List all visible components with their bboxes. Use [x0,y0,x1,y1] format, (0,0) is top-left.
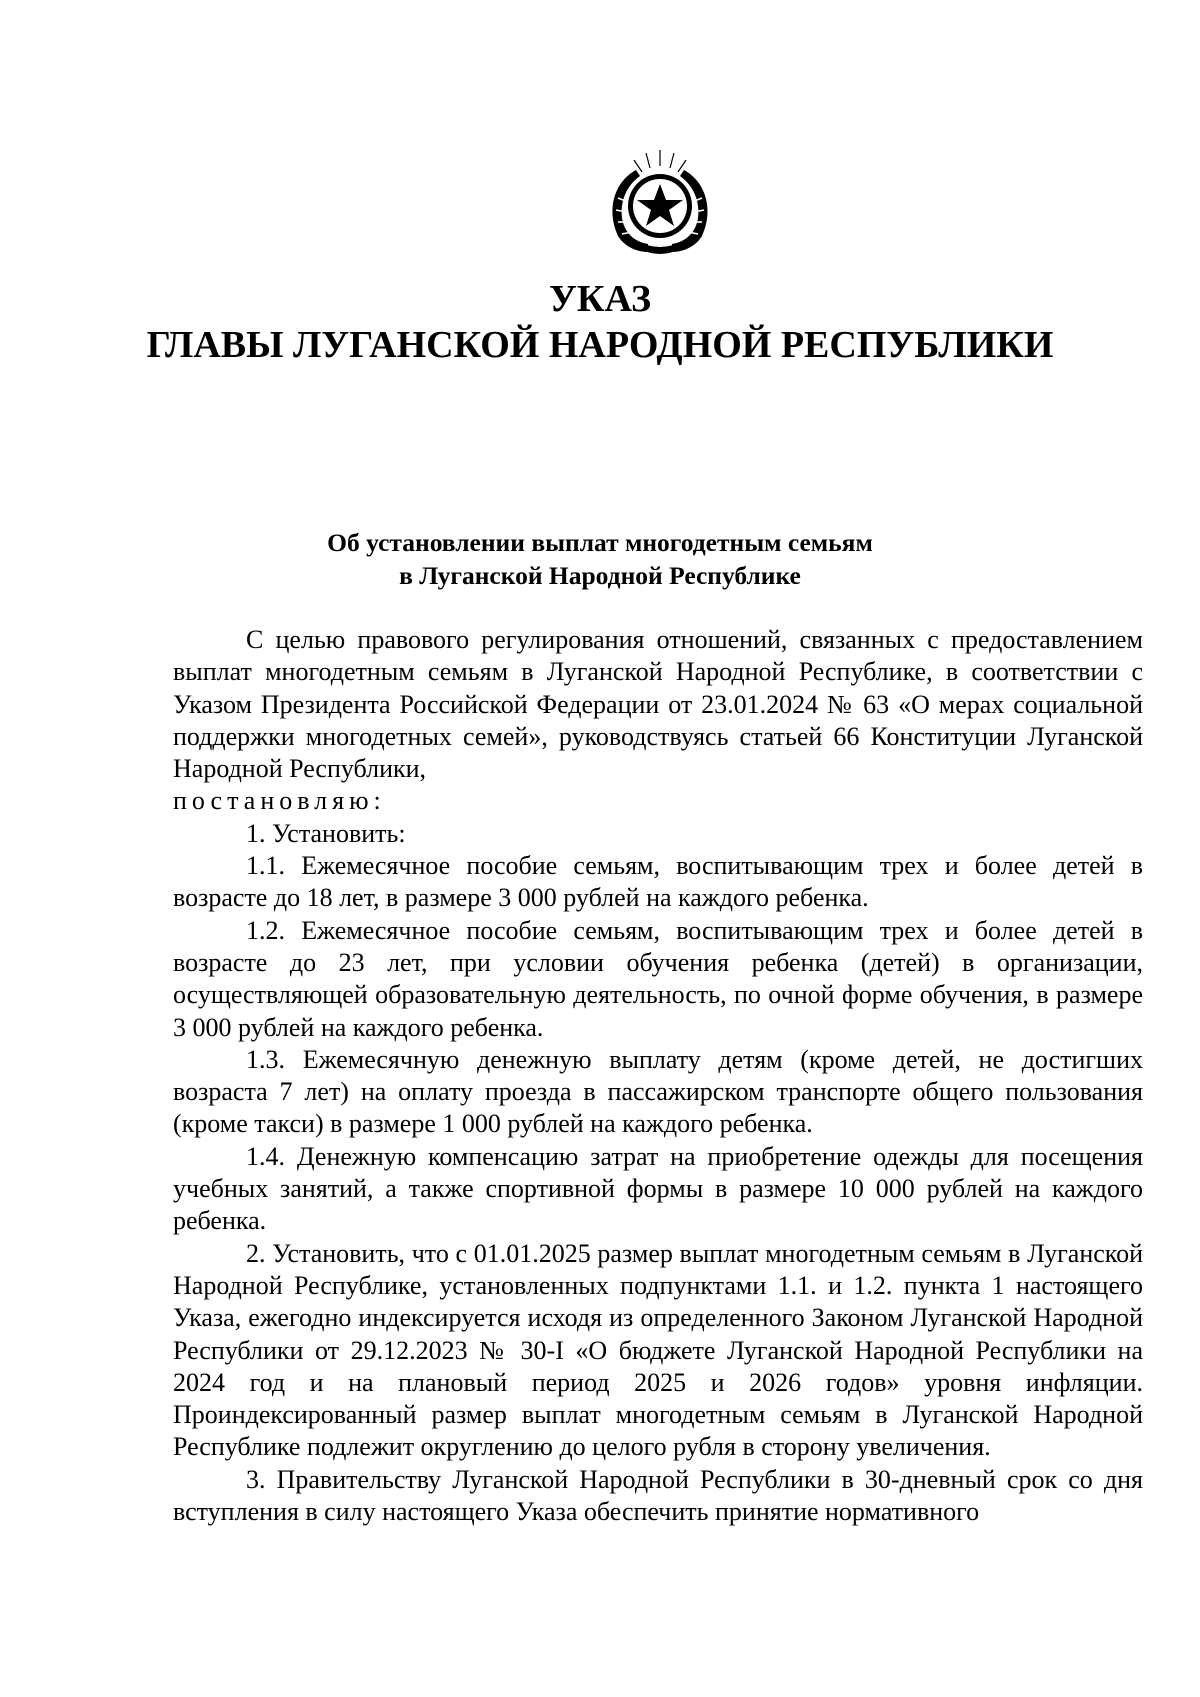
paragraph-1-4: 1.4. Денежную компенсацию затрат на приобретение одежды для посещения учебных занятий, а также спортивной формы в размере 10 000 рублей на каждого ребенка. [173,1141,1143,1236]
subject-line-1: Об установлении выплат многодетным семьям [327,528,873,557]
paragraph-2: 2. Установить, что с 01.01.2025 размер выплат многодетным семьям в Луганской Народной Республике, установленных подпунктами 1.1. и 1.2. пункта 1 настоящего Указа, ежегодно индексируется исходя из определенного Законом Луганской Народной Республики от 29.12.2023 № 30-I «О бюджете Луганской Народной Республики на 2024 год и на плановый период 2025 и 2026 годов» уровня инфляции. Проиндексированный размер выплат многодетным семьям в Луганской Народной Республике подлежит округлению до целого рубля в сторону увеличения. [173,1238,1143,1462]
paragraph-1-1: 1.1. Ежемесячное пособие семьям, воспитывающим трех и более детей в возрасте до 18 лет, в размере 3 000 рублей на каждого ребенка. [173,851,1143,913]
decree-word-paragraph [173,785,1143,817]
header-issuer: ГЛАВЫ ЛУГАНСКОЙ НАРОДНОЙ РЕСПУБЛИКИ [146,324,1054,366]
decree-body [173,624,1143,1528]
decree-word: постановляю: [173,786,386,816]
paragraph-1-2: 1.2. Ежемесячное пособие семьям, воспитывающим трех и более детей в возрасте до 23 лет, при условии обучения ребенка (детей) в организации, осуществляющей образовательную деятельность, по очной форме обучения, в размере 3 000 рублей на каждого ребенка. [173,915,1143,1042]
paragraph-1-3: 1.3. Ежемесячную денежную выплату детям (кроме детей, не достигших возраста 7 лет) на оплату проезда в пассажирском транспорте общего пользования (кроме такси) в размере 1 000 рублей на каждого ребенка. [173,1044,1143,1139]
subject-line-2: в Луганской Народной Республике [399,561,801,590]
coat-of-arms-emblem [596,148,724,258]
preamble-paragraph: С целью правового регулирования отношений, связанных с предоставлением выплат многодетным семьям в Луганской Народной Республике, в соответствии с Указом Президента Российской Федерации от 23.01.2024 № 63 «О мерах социальной поддержки многодетных семей», руководствуясь статьей 66 Конституции Луганской Народной Республики, [173,625,1143,784]
paragraph-1: 1. Установить: [246,818,406,848]
document-header [0,276,1200,368]
paragraph-3: 3. Правительству Луганской Народной Республики в 30-дневный срок со дня вступления в силу настоящего Указа обеспечить принятие нормативного [173,1464,1143,1527]
header-title: УКАЗ [549,278,651,320]
decree-subject [0,526,1200,592]
